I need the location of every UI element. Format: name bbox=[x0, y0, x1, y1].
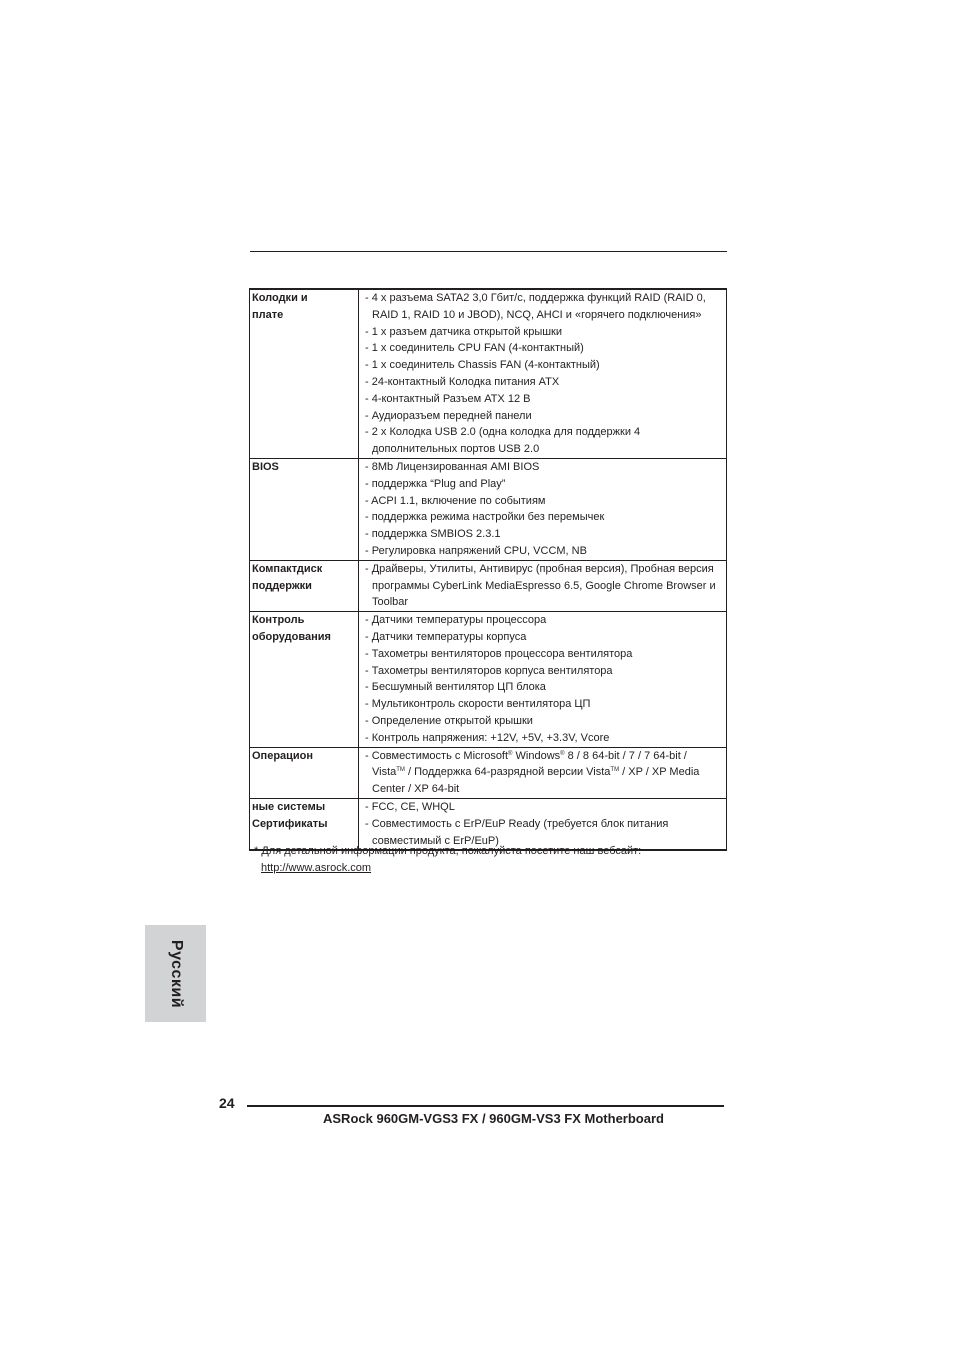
page-number: 24 bbox=[219, 1095, 235, 1111]
os-text: 8 / 8 64-bit / 7 / 7 64-bit / bbox=[564, 749, 687, 762]
table-row bbox=[250, 289, 727, 458]
spec-line: - поддержка SMBIOS 2.3.1 bbox=[365, 528, 501, 541]
spec-line bbox=[365, 748, 726, 765]
row-label bbox=[250, 458, 359, 560]
spec-line bbox=[365, 764, 726, 781]
spec-line: - FCC, CE, WHQL bbox=[365, 800, 455, 813]
row-label bbox=[250, 289, 359, 458]
spec-line: программы CyberLink MediaEspresso 6.5, Google Chrome Browser и bbox=[372, 579, 716, 592]
spec-line: - Мультиконтроль скорости вентилятора ЦП bbox=[365, 698, 591, 711]
row-label-line: Колодки и bbox=[252, 292, 308, 304]
spec-line: - Контроль напряжения: +12V, +5V, +3.3V, Vcore bbox=[365, 731, 610, 744]
row-label bbox=[250, 612, 359, 747]
row-content bbox=[359, 747, 727, 798]
spec-line: - Датчики температуры корпуса bbox=[365, 630, 527, 643]
trademark-mark: TM bbox=[396, 767, 405, 774]
row-label bbox=[250, 747, 359, 798]
spec-line: - поддержка “Plug and Play” bbox=[365, 477, 506, 490]
spec-line: - 8Mb Лицензированная AMI BIOS bbox=[365, 460, 540, 473]
trademark-mark: TM bbox=[610, 767, 620, 774]
registered-mark: ® bbox=[508, 750, 513, 757]
spec-line: - Тахометры вентиляторов корпуса вентилятора bbox=[365, 664, 613, 677]
bottom-rule bbox=[247, 1105, 724, 1107]
spec-line: Center / XP 64-bit bbox=[372, 783, 460, 796]
spec-line: - Драйверы, Утилиты, Антивирус (пробная версия), Пробная версия bbox=[365, 562, 714, 575]
spec-line: - 4 x разъема SATA2 3,0 Гбит/с, поддержка функций RAID (RAID 0, bbox=[365, 292, 706, 304]
registered-mark: ® bbox=[560, 750, 565, 757]
row-label-line: Компактдиск bbox=[252, 562, 323, 575]
row-label-line: поддержки bbox=[252, 579, 312, 592]
row-label-line: плате bbox=[252, 308, 284, 321]
table-row bbox=[250, 612, 727, 747]
footnote-text: * Для детальной информации продукта, пожалуйста посетите наш вебсайт: bbox=[254, 845, 642, 857]
row-content bbox=[359, 560, 727, 611]
spec-line: Toolbar bbox=[372, 596, 409, 609]
spec-line: - Бесшумный вентилятор ЦП блока bbox=[365, 681, 546, 694]
spec-line: - 2 x Колодка USB 2.0 (одна колодка для поддержки 4 bbox=[365, 426, 641, 439]
spec-line: - поддержка режима настройки без перемычек bbox=[365, 511, 605, 524]
os-text: - Совместимость с Microsoft bbox=[365, 749, 509, 762]
os-text: Windows bbox=[512, 749, 561, 762]
spec-line: - ACPI 1.1, включение по событиям bbox=[365, 494, 546, 507]
row-label-line: Сертификаты bbox=[252, 817, 328, 830]
spec-line: RAID 1, RAID 10 и JBOD), NCQ, AHCI и «горячего подключения» bbox=[372, 308, 702, 321]
row-label-line: Контроль bbox=[252, 614, 305, 627]
footer-title: ASRock 960GM-VGS3 FX / 960GM-VS3 FX Motherboard bbox=[323, 1111, 664, 1126]
row-label-line: Операцион bbox=[252, 749, 314, 762]
spec-line: дополнительных портов USB 2.0 bbox=[372, 443, 540, 456]
os-text: / XP / XP Media bbox=[619, 766, 700, 779]
language-tab bbox=[145, 925, 206, 1022]
top-rule bbox=[250, 251, 727, 252]
row-content bbox=[359, 289, 727, 458]
language-tab-label: Русский bbox=[167, 939, 185, 1008]
spec-line: - Датчики температуры процессора bbox=[365, 614, 547, 627]
spec-line: - 4-контактный Разъем ATX 12 В bbox=[365, 392, 531, 405]
row-label-line: ные системы bbox=[252, 800, 326, 813]
row-content bbox=[359, 612, 727, 747]
row-label-line: оборудования bbox=[252, 630, 331, 643]
spec-line: - Определение открытой крышки bbox=[365, 714, 533, 727]
row-label bbox=[250, 560, 359, 611]
table-row bbox=[250, 560, 727, 611]
spec-line: - 1 x соединитель CPU FAN (4-контактный) bbox=[365, 342, 584, 355]
os-text: Vista bbox=[372, 766, 397, 779]
spec-table bbox=[249, 288, 727, 851]
row-content bbox=[359, 458, 727, 560]
os-text: / Поддержка 64-разрядной версии Vista bbox=[404, 766, 611, 779]
spec-line: - Аудиоразъем передней панели bbox=[365, 409, 532, 422]
spec-line: - 24-контактный Колодка питания ATX bbox=[365, 375, 560, 388]
row-label-line: BIOS bbox=[252, 460, 279, 473]
footnote bbox=[254, 843, 641, 877]
spec-line: совместимый с ErP/EuP) bbox=[372, 834, 499, 847]
spec-line: - 1 x разъем датчика открытой крышки bbox=[365, 325, 563, 338]
table-row bbox=[250, 747, 727, 798]
spec-line: - 1 x соединитель Chassis FAN (4-контактный) bbox=[365, 359, 600, 372]
spec-line: - Регулировка напряжений CPU, VCCM, NB bbox=[365, 544, 587, 557]
table-row bbox=[250, 458, 727, 560]
website-link[interactable]: http://www.asrock.com bbox=[261, 862, 372, 874]
spec-line: - Тахометры вентиляторов процессора вентилятора bbox=[365, 647, 633, 660]
spec-line: - Совместимость с ErP/EuP Ready (требуется блок питания bbox=[365, 817, 669, 830]
